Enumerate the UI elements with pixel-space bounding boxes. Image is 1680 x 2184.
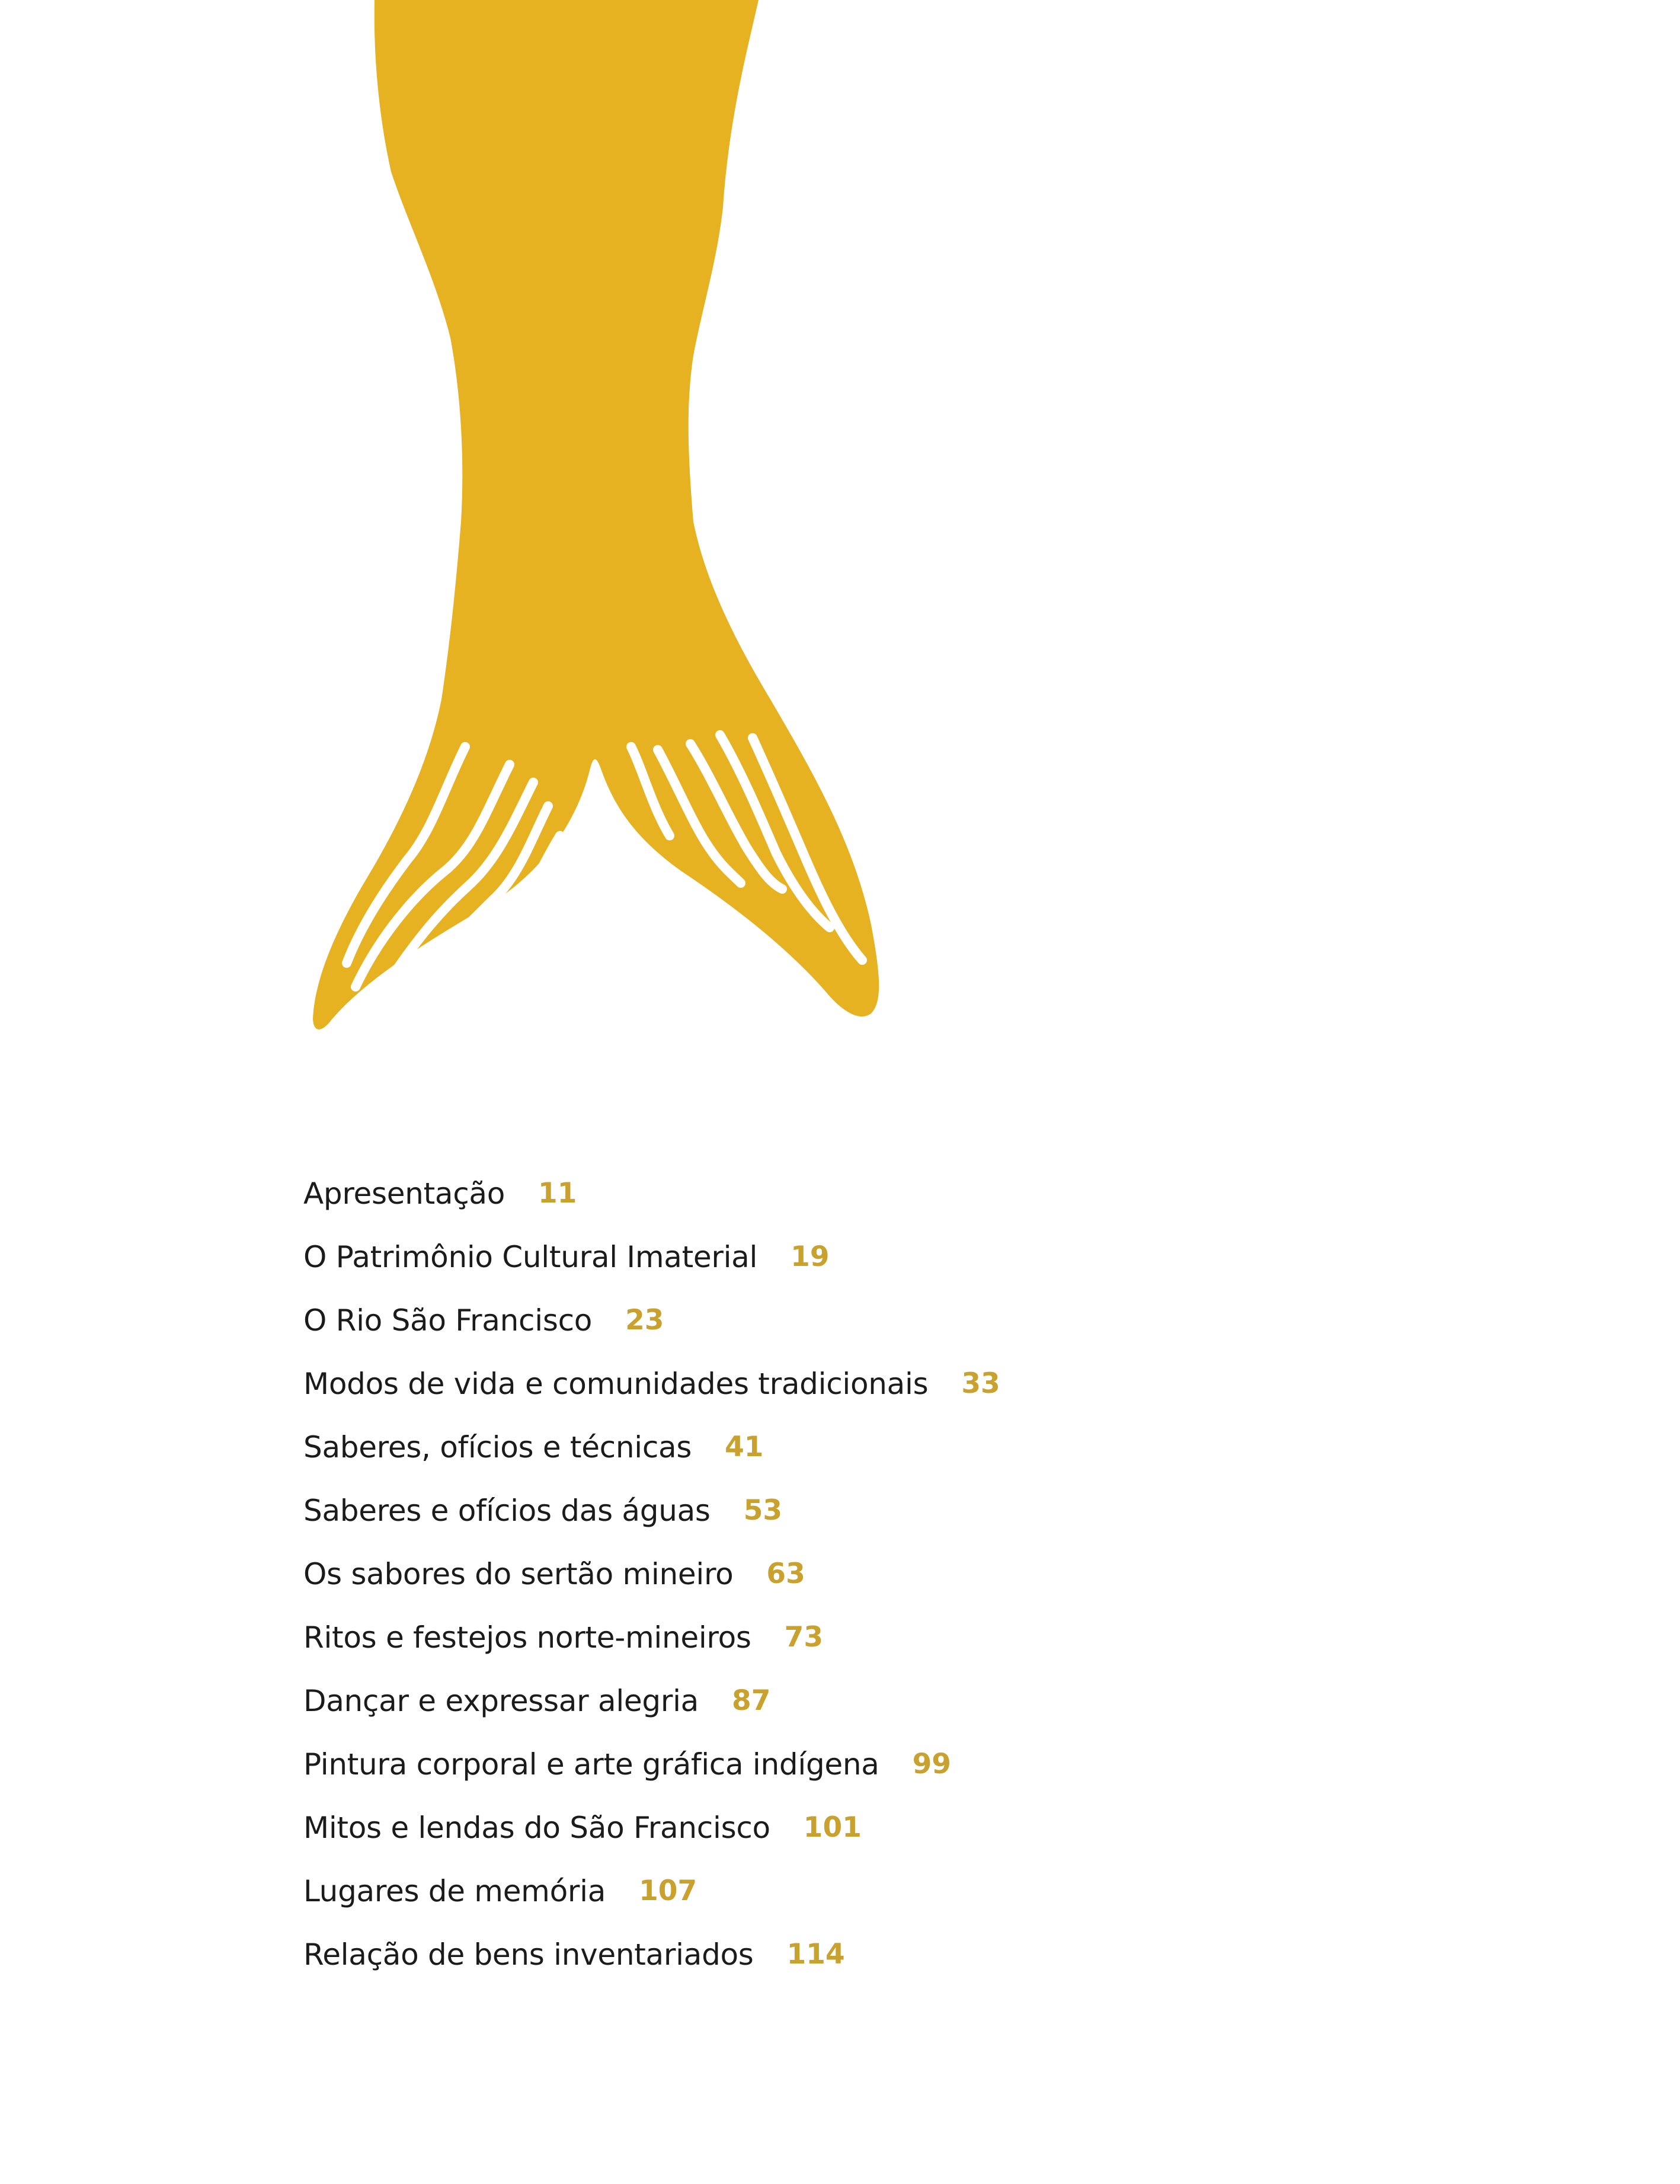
toc-entry[interactable]: [303, 1542, 1429, 1606]
toc-entry[interactable]: [303, 1479, 1429, 1542]
toc-entry-title: O Rio São Francisco: [303, 1303, 593, 1338]
toc-entry-title: Saberes, ofícios e técnicas: [303, 1430, 692, 1464]
toc-entry-title: Lugares de memória: [303, 1873, 606, 1908]
toc-entry-page: 33: [961, 1367, 1000, 1400]
toc-entry-page: 53: [743, 1494, 783, 1527]
toc-entry[interactable]: [303, 1669, 1429, 1732]
toc-entry-page: 73: [784, 1621, 824, 1654]
toc-entry[interactable]: [303, 1606, 1429, 1669]
toc-entry-title: O Patrimônio Cultural Imaterial: [303, 1239, 758, 1274]
toc-entry-title: Pintura corporal e arte gráfica indígena: [303, 1747, 879, 1782]
table-of-contents: [303, 1162, 1429, 1986]
toc-entry-page: 63: [766, 1558, 805, 1590]
toc-entry-page: 87: [732, 1684, 771, 1717]
toc-entry-title: Relação de bens inventariados: [303, 1937, 754, 1972]
toc-entry-page: 41: [725, 1431, 764, 1463]
toc-entry-title: Mitos e lendas do São Francisco: [303, 1810, 770, 1845]
toc-entry-page: 101: [803, 1811, 862, 1844]
toc-entry[interactable]: [303, 1859, 1429, 1923]
toc-entry[interactable]: [303, 1796, 1429, 1859]
toc-entry-title: Apresentação: [303, 1176, 505, 1211]
toc-entry-title: Os sabores do sertão mineiro: [303, 1556, 734, 1591]
toc-entry[interactable]: [303, 1288, 1429, 1352]
toc-entry[interactable]: [303, 1923, 1429, 1986]
toc-entry-title: Dançar e expressar alegria: [303, 1683, 699, 1718]
toc-entry[interactable]: [303, 1732, 1429, 1796]
toc-entry-page: 23: [625, 1304, 664, 1336]
toc-entry-page: 107: [639, 1875, 697, 1907]
toc-entry-page: 19: [791, 1240, 830, 1273]
toc-entry[interactable]: [303, 1162, 1429, 1225]
toc-entry-page: 11: [538, 1177, 577, 1210]
toc-entry-title: Saberes e ofícios das águas: [303, 1493, 711, 1528]
mermaid-tail-icon: [0, 0, 1680, 1067]
toc-entry-title: Modos de vida e comunidades tradicionais: [303, 1366, 929, 1401]
toc-entry[interactable]: [303, 1415, 1429, 1479]
toc-entry[interactable]: [303, 1225, 1429, 1288]
toc-entry[interactable]: [303, 1352, 1429, 1415]
toc-entry-page: 99: [912, 1748, 951, 1780]
toc-entry-page: 114: [786, 1938, 845, 1971]
toc-entry-title: Ritos e festejos norte-mineiros: [303, 1620, 751, 1655]
